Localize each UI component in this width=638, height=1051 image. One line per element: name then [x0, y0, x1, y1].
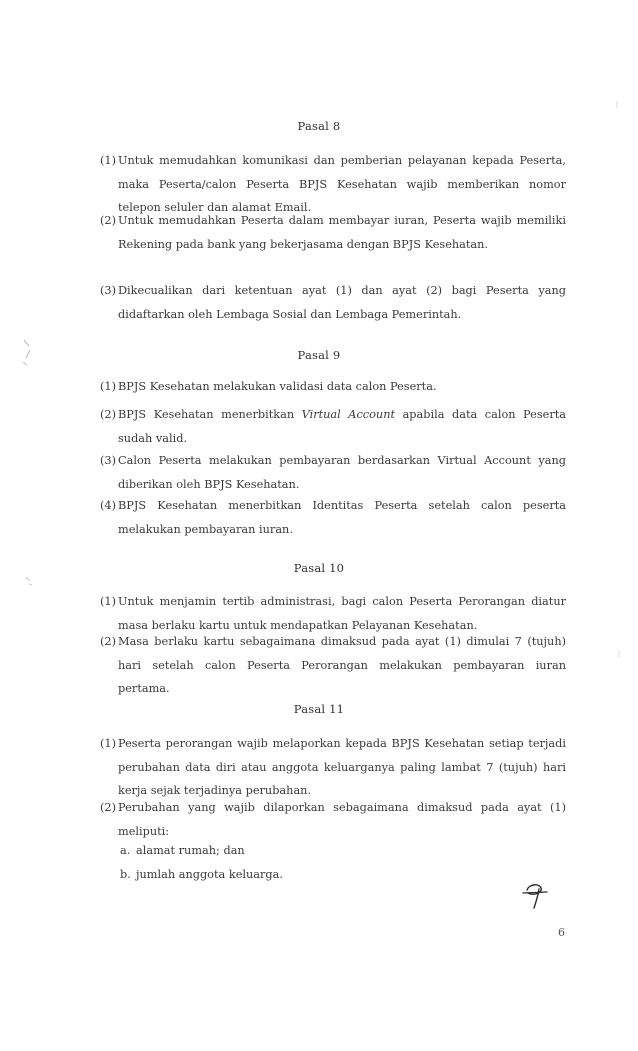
ayat-number: (3): [100, 284, 117, 297]
handwritten-paraf: [519, 880, 555, 910]
ayat-text: Untuk memudahkan komunikasi dan pemberian pelayanan kepada Peserta, maka Peserta/calon Peserta BPJS Kesehatan wajib memberikan nomor telepon seluler dan alamat Email.: [118, 154, 566, 215]
pasal-11-subitem-a: [120, 844, 245, 857]
ayat-number: (2): [100, 801, 117, 814]
pasal-11-ayat-1: [100, 732, 566, 803]
scan-speck: [20, 338, 36, 368]
pasal-10-ayat-2: [100, 630, 566, 701]
ayat-number: (1): [100, 595, 117, 608]
pasal-11-ayat-2: [100, 796, 566, 843]
ayat-text: BPJS Kesehatan melakukan validasi data calon Peserta.: [118, 380, 437, 393]
ayat-text: Masa berlaku kartu sebagaimana dimaksud pada ayat (1) dimulai 7 (tujuh) hari setelah calon Peserta Perorangan melakukan pembayaran iuran pertama.: [118, 635, 566, 696]
subitem-text: alamat rumah; dan: [136, 844, 245, 857]
ayat-text: Dikecualikan dari ketentuan ayat (1) dan ayat (2) bagi Peserta yang didaftarkan oleh Lembaga Sosial dan Lembaga Pemerintah.: [118, 284, 566, 321]
pasal-11-heading: Pasal 11: [293, 702, 345, 716]
ayat-number: (2): [100, 408, 117, 421]
scan-speck: [614, 100, 620, 110]
page-number: 6: [558, 926, 565, 939]
pasal-9-ayat-3: [100, 449, 566, 496]
pasal-10-heading: Pasal 10: [293, 561, 345, 575]
ayat-number: (1): [100, 737, 117, 750]
pasal-9-ayat-1: [100, 375, 566, 399]
ayat-number: (2): [100, 214, 117, 227]
subitem-label: b.: [120, 868, 131, 881]
pasal-8-heading: Pasal 8: [297, 119, 341, 133]
ayat-number: (1): [100, 154, 117, 167]
ayat-text: Perubahan yang wajib dilaporkan sebagaimana dimaksud pada ayat (1) meliputi:: [118, 801, 566, 838]
ayat-text: Untuk menjamin tertib administrasi, bagi calon Peserta Perorangan diatur masa berlaku kartu untuk mendapatkan Pelayanan Kesehatan.: [118, 595, 566, 632]
ayat-text: BPJS Kesehatan menerbitkan Identitas Peserta setelah calon peserta melakukan pembayaran iuran.: [118, 499, 566, 536]
ayat-text: Untuk memudahkan Peserta dalam membayar iuran, Peserta wajib memiliki Rekening pada bank yang bekerjasama dengan BPJS Kesehatan.: [118, 214, 566, 251]
pasal-8-ayat-2: [100, 209, 566, 256]
pasal-9-heading: Pasal 9: [297, 348, 341, 362]
subitem-label: a.: [120, 844, 131, 857]
ayat-text: BPJS Kesehatan menerbitkan Virtual Account apabila data calon Peserta sudah valid.: [118, 408, 566, 445]
pasal-9-ayat-2: [100, 403, 566, 450]
virtual-account-term: Virtual Account: [301, 408, 396, 421]
ayat-number: (4): [100, 499, 117, 512]
ayat-number: (3): [100, 454, 117, 467]
pasal-8-ayat-3: [100, 279, 566, 326]
ayat-text: Peserta perorangan wajib melaporkan kepada BPJS Kesehatan setiap terjadi perubahan data diri atau anggota keluarganya paling lambat 7 (tujuh) hari kerja sejak terjadinya perubahan.: [118, 737, 566, 798]
ayat-number: (1): [100, 380, 117, 393]
pasal-11-subitem-b: [120, 868, 283, 881]
ayat-number: (2): [100, 635, 117, 648]
scan-speck: [24, 575, 34, 587]
subitem-text: jumlah anggota keluarga.: [136, 868, 283, 881]
pasal-9-ayat-4: [100, 494, 566, 541]
ayat-text: Calon Peserta melakukan pembayaran berdasarkan Virtual Account yang diberikan oleh BPJS Kesehatan.: [118, 454, 566, 491]
scan-speck: [616, 650, 622, 660]
